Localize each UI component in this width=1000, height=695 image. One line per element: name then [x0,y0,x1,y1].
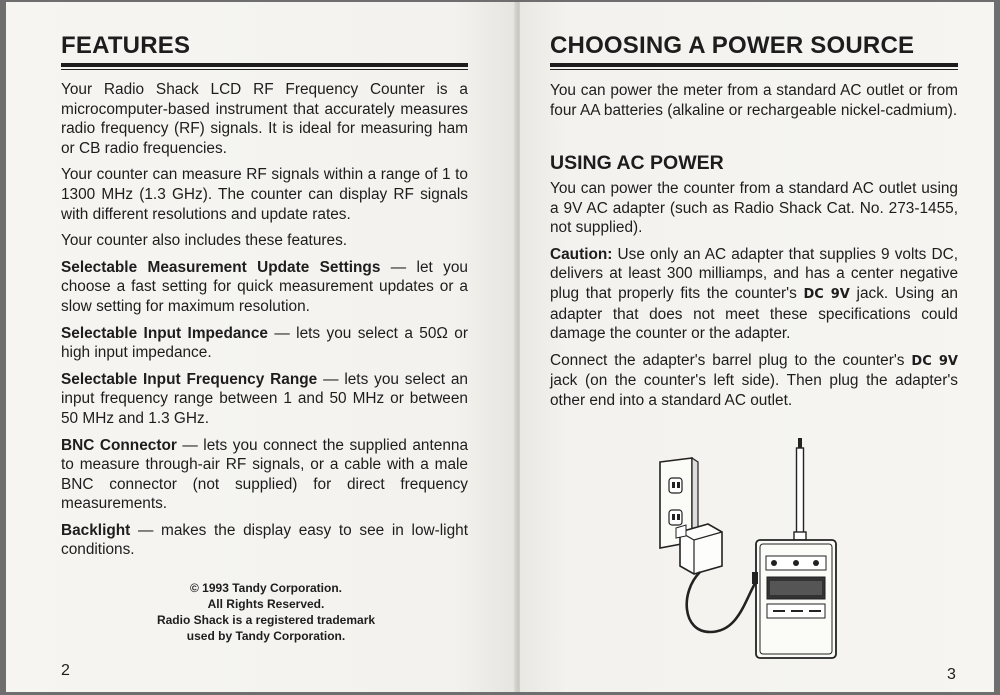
connect-text: jack (on the counter's left side). Then plug the adapter's other end into a standard AC outlet. [550,372,958,409]
antenna-icon [794,438,806,540]
feature-description: — lets you connect the supplied antenna to measure through-air RF signals, or a cable with a male BNC connector (not supplied) for direct frequency measurements. [61,436,469,513]
ac-power-subheading: USING AC POWER [550,152,724,174]
feature-term: Selectable Input Frequency Range [61,370,318,388]
ac-paragraph: You can power the counter from a standard AC outlet using a 9V AC adapter (such as Radio Shack Cat. No. 273-1455, not supplied). [550,180,958,237]
power-source-heading: CHOOSING A POWER SOURCE [550,32,915,59]
connect-text: Connect the adapter's barrel plug to the counter's [550,351,912,369]
feature-term: Backlight [61,521,131,539]
intro-paragraph: You can power the meter from a standard AC outlet or from four AA batteries (alkaline or rechargeable nickel-cadmium). [550,82,958,119]
page-number: 3 [947,666,956,683]
feature-term: BNC Connector [61,436,177,454]
features-heading: FEATURES [61,32,191,59]
feature-item [61,521,468,560]
feature-description: — let you choose a fast setting for quick measurement updates or a slow setting for maximum resolution. [61,258,468,315]
ac-adapter-icon [676,524,722,574]
manual-spread [6,2,994,692]
copyright-notice [136,580,396,644]
feature-term: Selectable Input Impedance [61,324,268,342]
feature-description: — lets you select an input frequency range between 1 and 50 MHz or between 50 MHz and 1.3 GHz. [61,370,468,427]
feature-item [61,324,468,363]
caution-text: jack. Using an adapter that does not meet these specifications could damage the counter or the adapter. [550,284,958,343]
heading-rule [61,63,468,70]
caution-text: Use only an AC adapter that supplies 9 volts DC, delivers at least 300 milliamps, and has a center negative plug that properly fits the counter's [550,245,958,302]
intro-paragraph: Your counter can measure RF signals within a range of 1 to 1300 MHz (1.3 GHz). The counter can display RF signals with different resolutions and update rates. [61,166,468,223]
power-intro [550,81,958,127]
feature-item [61,436,468,514]
heading-rule [550,63,958,70]
adapter-cord [687,572,762,632]
feature-term: Selectable Measurement Update Settings [61,258,381,276]
jack-label: DC 9V [803,286,850,302]
feature-item [61,258,468,317]
connect-paragraph [550,351,958,411]
copyright-line: All Rights Reserved. [207,597,325,611]
ac-power-body [550,179,958,418]
jack-label: DC 9V [911,353,958,369]
feature-description: — makes the display easy to see in low-light conditions. [61,521,468,559]
caution-paragraph [550,245,958,344]
feature-item [61,370,468,429]
intro-paragraph: Your counter also includes these features. [61,232,348,250]
right-page [520,2,994,692]
frequency-counter-icon [752,540,836,658]
features-body [61,80,468,567]
intro-paragraph: Your Radio Shack LCD RF Frequency Counter is a microcomputer-based instrument that accurately measures radio frequency (RF) signals. It is ideal for measuring ham or CB radio frequencies. [61,81,468,157]
caution-label: Caution: [550,245,613,263]
feature-description: — lets you select a 50Ω or high input impedance. [61,324,468,362]
copyright-line: used by Tandy Corporation. [186,629,346,643]
page-number: 2 [61,662,70,679]
copyright-line: Radio Shack is a registered trademark [156,613,376,627]
copyright-line: © 1993 Tandy Corporation. [190,581,342,595]
left-page [6,2,516,692]
adapter-illustration [650,432,840,664]
